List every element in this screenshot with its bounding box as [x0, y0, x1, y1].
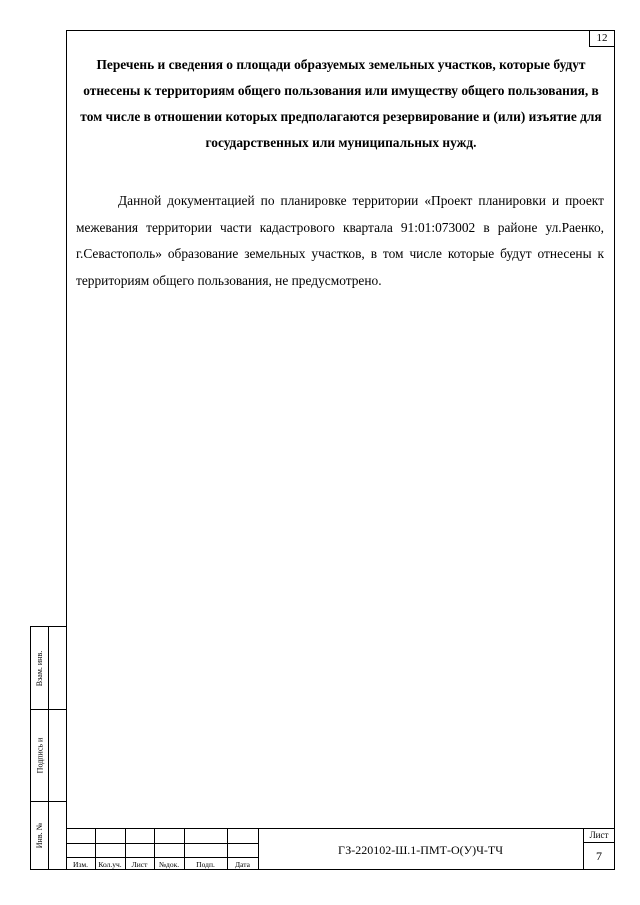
sheet-label: Лист — [589, 830, 609, 840]
page-frame — [66, 30, 615, 870]
col-data: Дата — [235, 860, 250, 869]
page-number: 12 — [589, 30, 615, 47]
col-izm: Изм. — [73, 860, 88, 869]
side-label-podpis: Подпись и — [35, 737, 45, 773]
side-stamp-strip — [30, 626, 66, 870]
sheet-number: 7 — [596, 849, 602, 863]
document-code: ГЗ-220102-Ш.1-ПМТ-О(У)Ч-ТЧ — [337, 842, 504, 857]
col-no-dok: №док. — [158, 860, 180, 869]
section-heading: Перечень и сведения о площади образуемых земельных участков, которые будут отнесены к территориям общего пользования или имуществу общего пользования, в том числе в отношении которых предполагаются резервирование и (или) изъятие для государственных или муниципальных нужд. — [80, 57, 602, 150]
col-list: Лист — [131, 860, 148, 869]
body-paragraph: Данной документацией по планировке территории «Проект планировки и проект межевания территории части кадастрового квартала 91:01:073002 в районе ул.Раенко, г.Севастополь» образование земельных участков, в том числе которые будут отнесены к территориям общего пользования, не предусмотрено. — [76, 193, 604, 288]
side-label-vzam-inv: Взам. инв. — [35, 650, 45, 686]
col-podp: Подп. — [196, 860, 215, 869]
side-label-inv-no: Инв. № — [35, 822, 45, 848]
title-block — [66, 828, 615, 870]
col-kol-uch: Кол.уч. — [98, 860, 122, 869]
